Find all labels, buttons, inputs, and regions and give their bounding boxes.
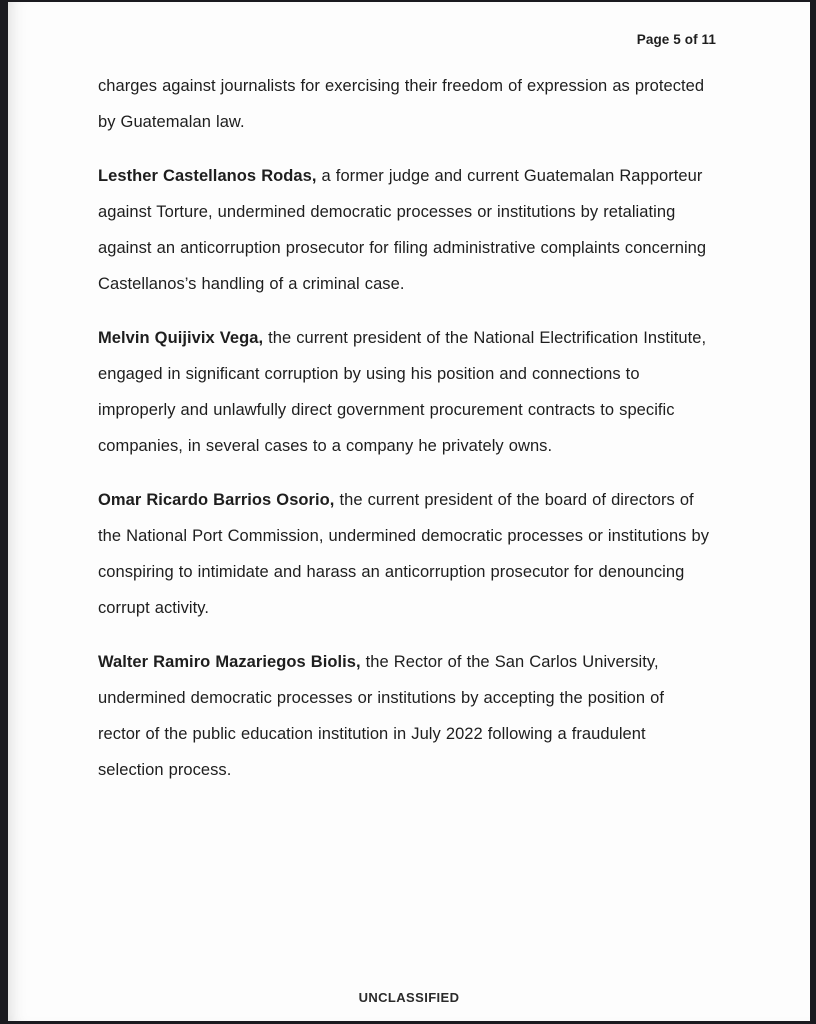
paragraph-lead-name: Omar Ricardo Barrios Osorio, [98,491,335,509]
paragraph-lesther-castellanos [98,158,710,302]
paragraph-text: the Rector of the San Carlos University, undermined democratic processes or institutions by accepting the position of rector of the public education institution in July 2022 following a fraudulent selection process. [98,653,664,779]
paragraph-omar-barrios [98,482,710,626]
scan-edge-left [0,0,8,1024]
paragraph-text: a former judge and current Guatemalan Rapporteur against Torture, undermined democratic processes or institutions by retaliating against an anticorruption prosecutor for filing administrative complaints concerning Castellanos’s handling of a criminal case. [98,167,707,293]
scan-edge-top [0,0,816,2]
paragraph-text: the current president of the National Electrification Institute, engaged in significant corruption by using his position and connections to improperly and unlawfully direct government procurement contracts to specific companies, in several cases to a company he privately owns. [98,329,707,455]
paragraph-walter-mazariegos [98,644,710,788]
page-number: Page 5 of 11 [636,32,716,47]
paragraph-text: the current president of the board of directors of the National Port Commission, undermined democratic processes or institutions by conspiring to intimidate and harass an anticorruption prosecutor for denouncing corrupt activity. [98,491,710,617]
classification-marking: UNCLASSIFIED [358,990,460,1005]
document-body [98,68,710,806]
paragraph-intro-continuation [98,68,710,140]
document-page [8,2,810,1021]
paragraph-lead-name: Lesther Castellanos Rodas, [98,167,317,185]
paragraph-lead-name: Melvin Quijivix Vega, [98,329,264,347]
paragraph-lead-name: Walter Ramiro Mazariegos Biolis, [98,653,361,671]
scan-edge-right [810,0,816,1024]
paragraph-text: charges against journalists for exercising their freedom of expression as protected by Guatemalan law. [98,77,705,131]
paragraph-melvin-quijivix [98,320,710,464]
